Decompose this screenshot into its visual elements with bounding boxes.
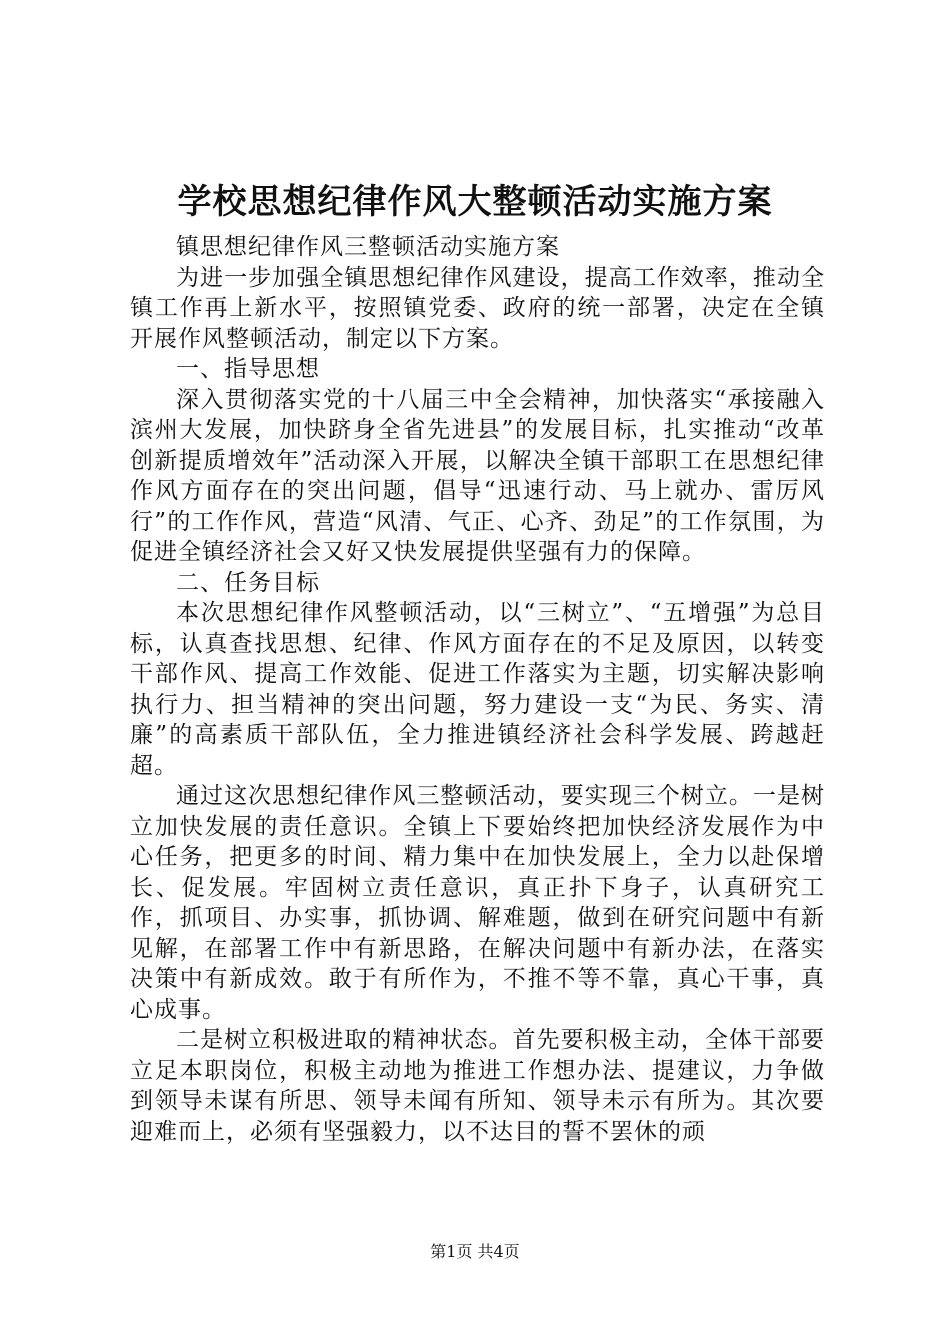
section-heading-guiding-ideology: 一、指导思想 (176, 356, 320, 382)
paragraph-guiding-ideology: 深入贯彻落实党的十八届三中全会精神，加快落实“承接融入滨州大发展，加快跻身全省先进县”的发展目标，扎实推动“改革创新提质增效年”活动深入开展，以解决全镇干部职工在思想纪律作风方面存在的突出问题，倡导“迅速行动、马上就办、雷厉风行”的工作作风，营造“风清、气正、心齐、劲足”的工作氛围，为促进全镇经济社会又好又快发展提供坚强有力的保障。 (130, 386, 825, 565)
document-body (130, 232, 825, 1147)
paragraph-task-goals: 本次思想纪律作风整顿活动，以“三树立”、“五增强”为总目标，认真查找思想、纪律、作风方面存在的不足及原因，以转变干部作风、提高工作效能、促进工作落实为主题，切实解决影响执行力、担当精神的突出问题，努力建设一支“为民、务实、清廉”的高素质干部队伍，全力推进镇经济社会科学发展、跨越赶超。 (130, 600, 825, 779)
section-heading-task-goals: 二、任务目标 (176, 569, 320, 596)
paragraph-intro: 为进一步加强全镇思想纪律作风建设，提高工作效率，推动全镇工作再上新水平，按照镇党委、政府的统一部署，决定在全镇开展作风整顿活动，制定以下方案。 (130, 264, 825, 352)
paragraph-subtitle: 镇思想纪律作风三整顿活动实施方案 (176, 234, 560, 260)
paragraph-second-establishment: 二是树立积极进取的精神状态。首先要积极主动，全体干部要立足本职岗位，积极主动地为推进工作想办法、提建议，力争做到领导未谋有所思、领导未闻有所知、领导未示有所为。其次要迎难而上，必须有坚强毅力，以不达目的誓不罢休的顽 (130, 1027, 825, 1145)
document-title: 学校思想纪律作风大整顿活动实施方案 (177, 182, 773, 222)
paragraph-three-establishments: 通过这次思想纪律作风三整顿活动，要实现三个树立。一是树立加快发展的责任意识。全镇上下要始终把加快经济发展作为中心任务，把更多的时间、精力集中在加快发展上，全力以赴保增长、促发展。牢固树立责任意识，真正扑下身子，认真研究工作，抓项目、办实事，抓协调、解难题，做到在研究问题中有新见解，在部署工作中有新思路，在解决问题中有新办法，在落实决策中有新成效。敢于有所作为，不推不等不靠，真心干事，真心成事。 (130, 783, 825, 1023)
page-number-footer: 第1页 共4页 (430, 1242, 520, 1261)
